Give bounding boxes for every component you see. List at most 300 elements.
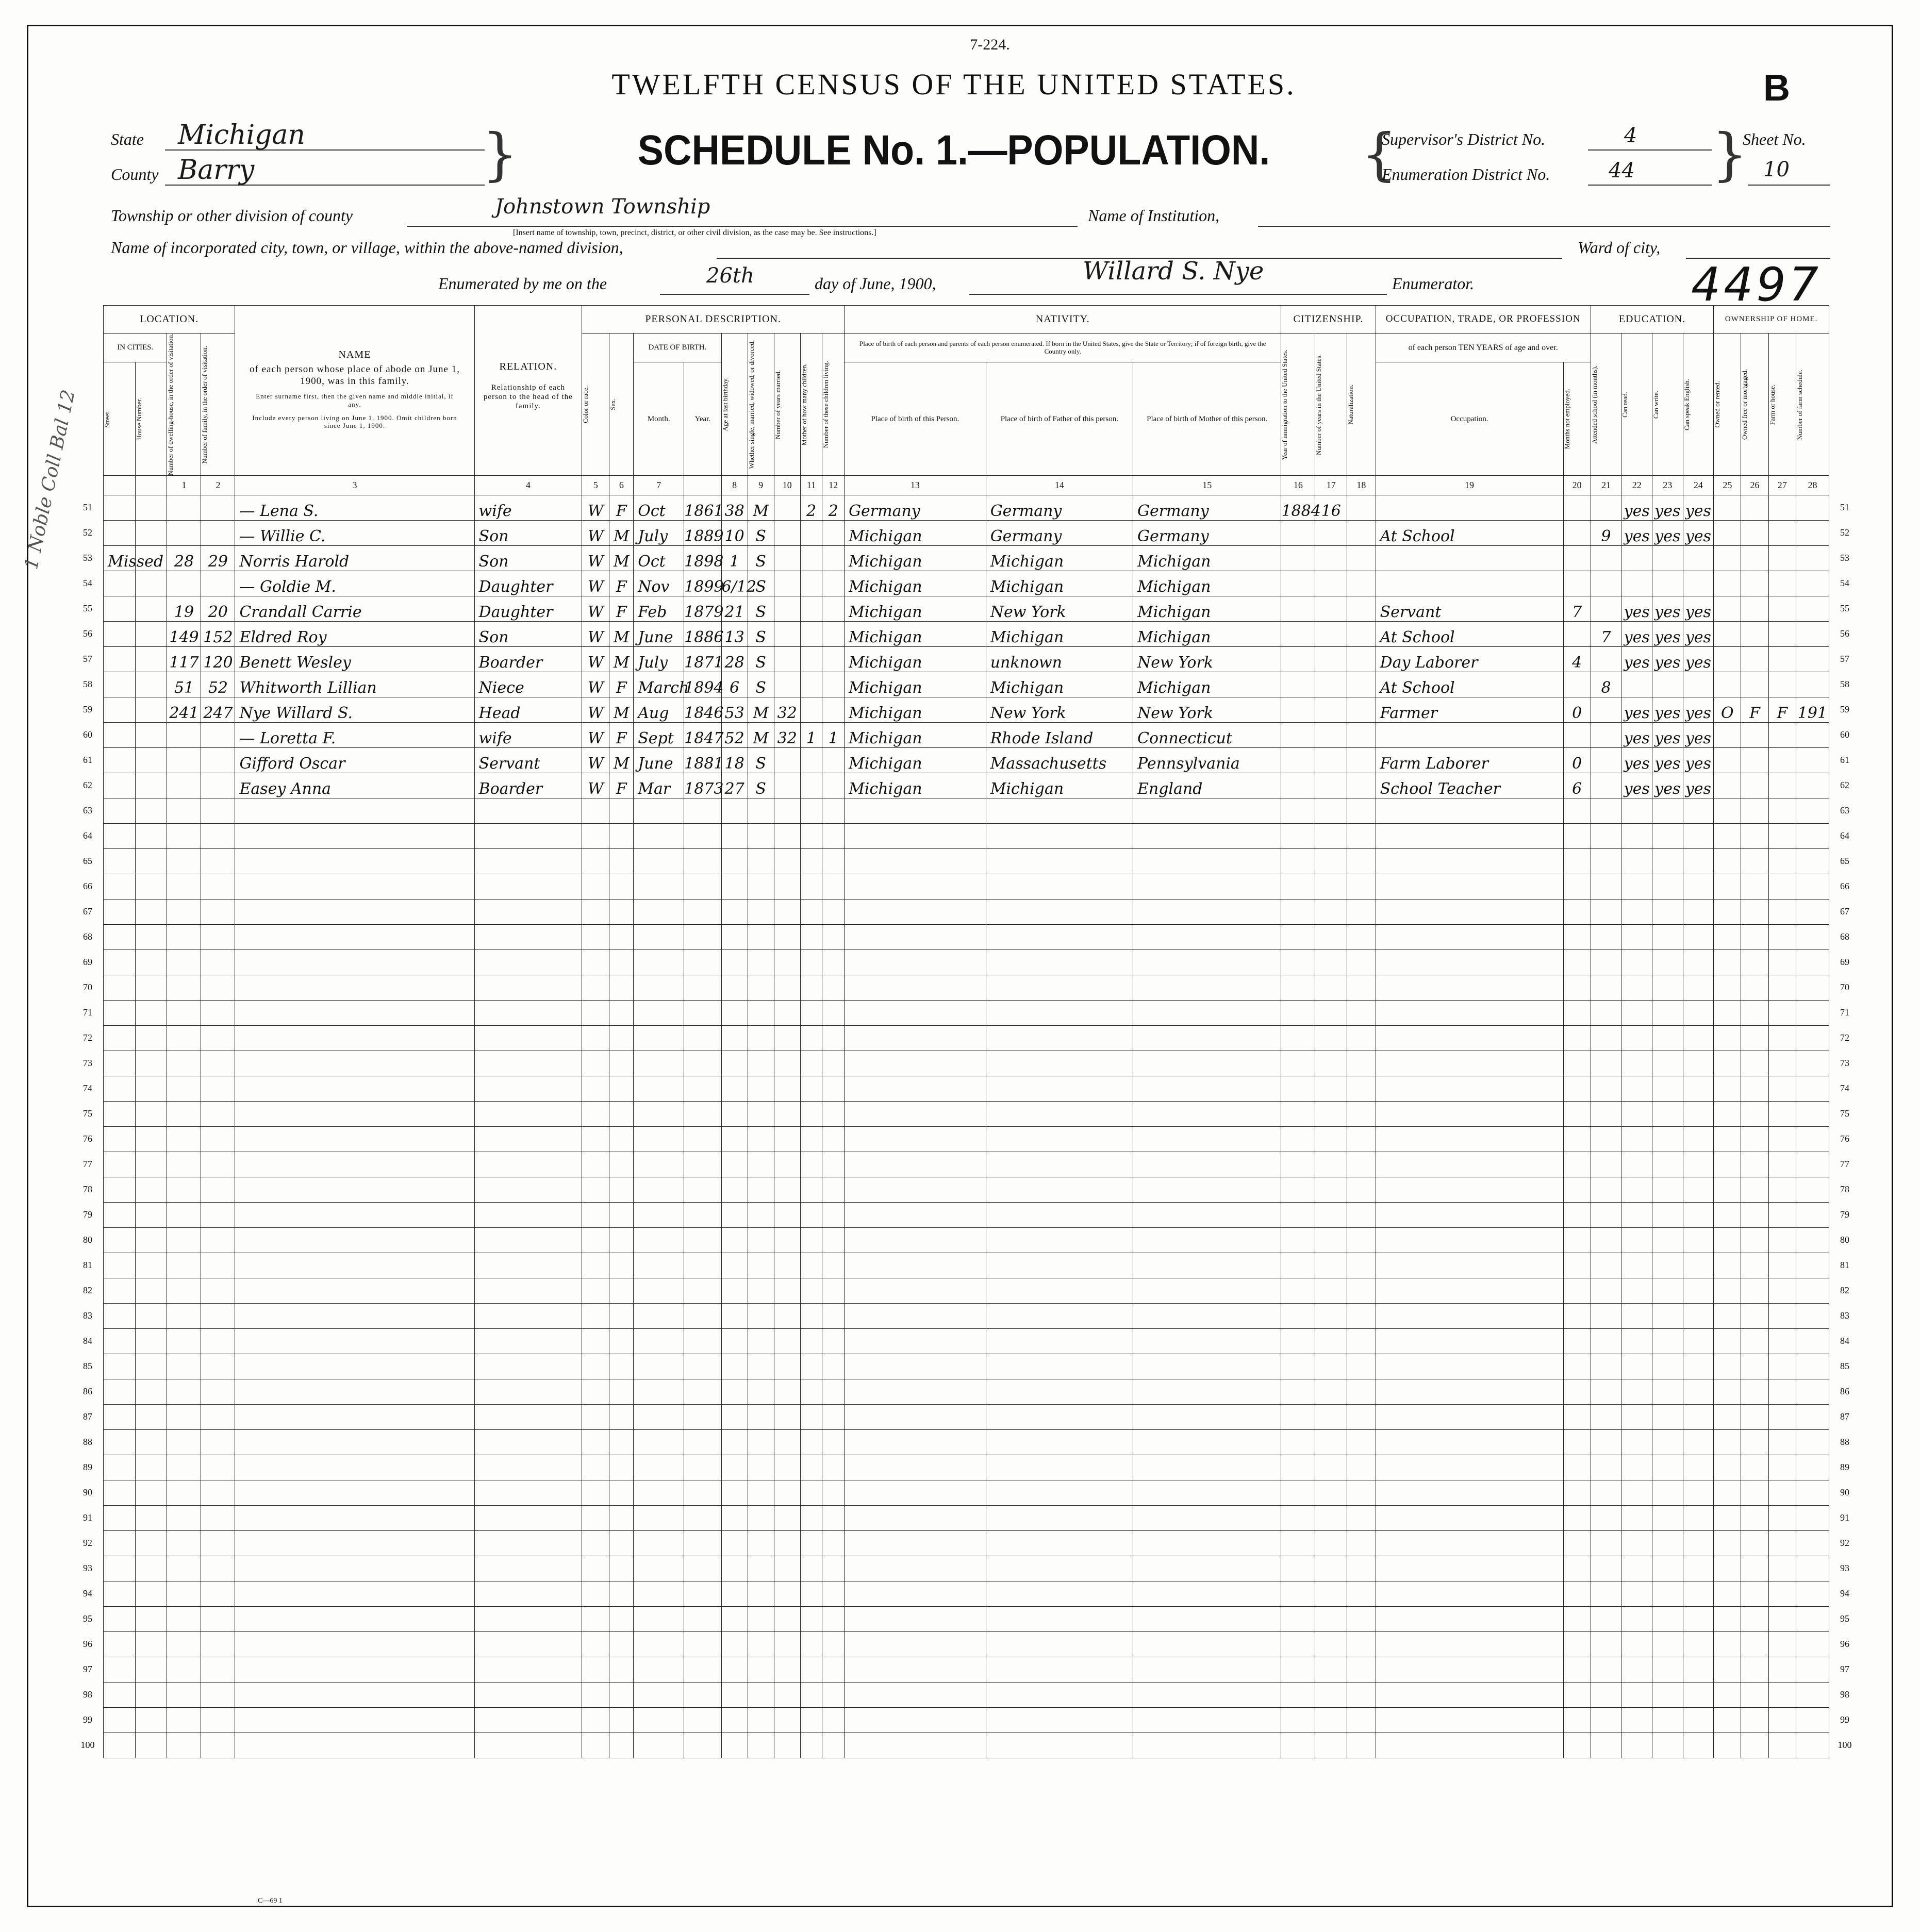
empty-cell	[986, 824, 1133, 849]
empty-cell	[1376, 849, 1563, 874]
empty-cell	[986, 1632, 1133, 1657]
header-owned-text: Owned or rented.	[1713, 381, 1722, 428]
empty-cell	[104, 1379, 136, 1405]
empty-cell	[845, 1480, 986, 1506]
empty-cell	[1347, 1632, 1376, 1657]
empty-row	[104, 1127, 1829, 1152]
cell-children-born: 2	[800, 495, 822, 521]
cell-sex: M	[609, 546, 634, 571]
cell-birth-father: Michigan	[986, 672, 1133, 697]
empty-cell	[201, 1733, 235, 1758]
table-row	[104, 748, 1829, 773]
empty-cell	[1315, 1076, 1347, 1102]
empty-cell	[1768, 1354, 1796, 1379]
empty-cell	[748, 1683, 774, 1708]
cell-age: 6	[721, 672, 748, 697]
empty-cell	[1376, 1506, 1563, 1531]
empty-cell	[201, 1177, 235, 1203]
empty-cell	[748, 1051, 774, 1076]
township-label: Township or other division of county	[111, 206, 353, 225]
empty-cell	[774, 1354, 800, 1379]
cell-read	[1621, 672, 1652, 697]
empty-cell	[721, 798, 748, 824]
empty-cell	[235, 1556, 474, 1581]
line-number-right: 64	[1840, 830, 1849, 841]
empty-cell	[1768, 1531, 1796, 1556]
empty-cell	[1347, 1405, 1376, 1430]
empty-cell	[748, 1304, 774, 1329]
column-number: 12	[822, 476, 845, 495]
empty-cell	[609, 1127, 634, 1152]
empty-cell	[1591, 1278, 1621, 1304]
empty-cell	[800, 1076, 822, 1102]
empty-cell	[1652, 1152, 1683, 1177]
cell-month: July	[634, 647, 684, 672]
empty-cell	[235, 1253, 474, 1278]
cell-family	[201, 773, 235, 798]
empty-cell	[1768, 1051, 1796, 1076]
empty-row	[104, 1102, 1829, 1127]
empty-cell	[201, 1001, 235, 1026]
empty-cell	[135, 1480, 167, 1506]
empty-cell	[1133, 925, 1281, 950]
empty-cell	[1683, 925, 1714, 950]
empty-cell	[1133, 1001, 1281, 1026]
empty-cell	[986, 1203, 1133, 1228]
empty-cell	[684, 900, 721, 925]
empty-cell	[474, 849, 582, 874]
cell-birth-person: Michigan	[845, 521, 986, 546]
cell-children-born	[800, 697, 822, 723]
column-number: 25	[1714, 476, 1741, 495]
empty-cell	[609, 1026, 634, 1051]
empty-cell	[135, 1405, 167, 1430]
cell-school	[1591, 596, 1621, 622]
empty-cell	[845, 1632, 986, 1657]
header-color	[582, 334, 609, 476]
empty-cell	[609, 1632, 634, 1657]
empty-cell	[135, 1531, 167, 1556]
cell-children-born	[800, 571, 822, 596]
table-row	[104, 697, 1829, 723]
empty-cell	[1714, 1152, 1741, 1177]
empty-cell	[1376, 1607, 1563, 1632]
empty-cell	[800, 1001, 822, 1026]
empty-cell	[582, 1051, 609, 1076]
empty-cell	[774, 1405, 800, 1430]
empty-cell	[1621, 950, 1652, 975]
header-relation-group	[474, 306, 582, 476]
cell-english: yes	[1683, 495, 1714, 521]
cell-occupation	[1376, 546, 1563, 571]
empty-cell	[582, 1556, 609, 1581]
sheet-no-line	[1748, 185, 1830, 186]
empty-cell	[845, 1531, 986, 1556]
empty-cell	[1741, 1001, 1768, 1026]
cell-months-unemployed: 7	[1563, 596, 1591, 622]
header-immigration	[1281, 334, 1315, 476]
cell-immigration	[1281, 596, 1315, 622]
cell-months-unemployed	[1563, 521, 1591, 546]
empty-cell	[774, 925, 800, 950]
empty-cell	[201, 1354, 235, 1379]
empty-cell	[235, 900, 474, 925]
empty-cell	[201, 1683, 235, 1708]
empty-cell	[201, 1253, 235, 1278]
empty-cell	[1741, 849, 1768, 874]
cell-free	[1741, 495, 1768, 521]
empty-cell	[1683, 1657, 1714, 1683]
empty-cell	[135, 950, 167, 975]
empty-cell	[474, 1531, 582, 1556]
cell-schedule	[1796, 723, 1829, 748]
empty-cell	[1652, 1455, 1683, 1480]
empty-cell	[1768, 1708, 1796, 1733]
empty-cell	[800, 1455, 822, 1480]
empty-cell	[1376, 950, 1563, 975]
empty-cell	[1652, 1127, 1683, 1152]
state-value: Michigan	[178, 120, 305, 151]
empty-cell	[1376, 1001, 1563, 1026]
empty-cell	[1621, 1607, 1652, 1632]
empty-cell	[748, 1708, 774, 1733]
header-immigration-text: Year of immigration to the United States.	[1281, 349, 1289, 460]
cell-schedule: 191	[1796, 697, 1829, 723]
empty-cell	[474, 824, 582, 849]
empty-cell	[609, 1556, 634, 1581]
cell-relation: Servant	[474, 748, 582, 773]
empty-cell	[748, 1531, 774, 1556]
empty-row	[104, 1152, 1829, 1177]
empty-cell	[1621, 1051, 1652, 1076]
sheet-no-label: Sheet No.	[1743, 130, 1806, 148]
empty-cell	[1796, 1177, 1829, 1203]
empty-cell	[721, 1228, 748, 1253]
empty-cell	[684, 1405, 721, 1430]
cell-children-born	[800, 546, 822, 571]
empty-cell	[1281, 1026, 1315, 1051]
empty-cell	[1133, 1177, 1281, 1203]
cell-english: yes	[1683, 647, 1714, 672]
empty-cell	[634, 849, 684, 874]
line-number-right: 88	[1840, 1437, 1849, 1447]
empty-cell	[167, 824, 201, 849]
cell-school	[1591, 697, 1621, 723]
empty-cell	[1714, 1657, 1741, 1683]
empty-cell	[1347, 1506, 1376, 1531]
empty-cell	[1768, 1278, 1796, 1304]
line-number-right: 73	[1840, 1058, 1849, 1069]
cell-name: — Lena S.	[235, 495, 474, 521]
table-row	[104, 773, 1829, 798]
empty-cell	[1133, 1506, 1281, 1531]
empty-cell	[235, 1102, 474, 1127]
table-row	[104, 622, 1829, 647]
empty-cell	[634, 1152, 684, 1177]
empty-cell	[1683, 1127, 1714, 1152]
cell-immigration	[1281, 622, 1315, 647]
empty-cell	[201, 1379, 235, 1405]
empty-cell	[1796, 950, 1829, 975]
empty-cell	[104, 1203, 136, 1228]
empty-cell	[684, 1379, 721, 1405]
cell-write: yes	[1652, 521, 1683, 546]
cell-house	[135, 748, 167, 773]
empty-cell	[1376, 1708, 1563, 1733]
empty-cell	[986, 1152, 1133, 1177]
line-number-left: 51	[83, 502, 92, 513]
empty-cell	[822, 1556, 845, 1581]
line-number-left: 69	[83, 957, 92, 968]
empty-cell	[1376, 1076, 1563, 1102]
cell-marital: S	[748, 596, 774, 622]
empty-cell	[104, 925, 136, 950]
cell-month: Feb	[634, 596, 684, 622]
empty-cell	[845, 1076, 986, 1102]
empty-cell	[1347, 1076, 1376, 1102]
line-number-left: 63	[83, 805, 92, 816]
cell-children-living: 1	[822, 723, 845, 748]
header-free-text: Owned free or mortgaged.	[1741, 369, 1749, 440]
empty-cell	[845, 1026, 986, 1051]
empty-cell	[1347, 1278, 1376, 1304]
enumerator-name: Willard S. Nye	[1083, 257, 1264, 286]
empty-cell	[1281, 1228, 1315, 1253]
right-brace-close: }	[1712, 121, 1748, 187]
empty-cell	[474, 900, 582, 925]
empty-cell	[582, 1531, 609, 1556]
header-occupation-group	[1376, 306, 1591, 334]
empty-cell	[1714, 1329, 1741, 1354]
empty-cell	[748, 1152, 774, 1177]
empty-cell	[1652, 1379, 1683, 1405]
empty-cell	[1683, 1531, 1714, 1556]
empty-cell	[1768, 1177, 1796, 1203]
cell-house	[135, 773, 167, 798]
empty-cell	[1652, 1001, 1683, 1026]
empty-cell	[1591, 1531, 1621, 1556]
cell-owned	[1714, 672, 1741, 697]
empty-cell	[986, 900, 1133, 925]
empty-cell	[1591, 1354, 1621, 1379]
empty-cell	[104, 950, 136, 975]
empty-cell	[135, 798, 167, 824]
cell-owned	[1714, 521, 1741, 546]
empty-cell	[822, 1102, 845, 1127]
cell-marital: S	[748, 521, 774, 546]
empty-cell	[822, 900, 845, 925]
empty-cell	[167, 1733, 201, 1758]
column-number: 19	[1376, 476, 1563, 495]
line-number-left: 86	[83, 1386, 92, 1397]
empty-cell	[104, 1278, 136, 1304]
empty-cell	[1591, 925, 1621, 950]
empty-cell	[201, 1127, 235, 1152]
empty-cell	[1683, 1455, 1714, 1480]
empty-cell	[1347, 1480, 1376, 1506]
column-number	[135, 476, 167, 495]
empty-cell	[684, 1607, 721, 1632]
header-street	[104, 362, 136, 476]
empty-cell	[1563, 1304, 1591, 1329]
cell-months-unemployed: 0	[1563, 697, 1591, 723]
empty-cell	[1683, 798, 1714, 824]
empty-cell	[235, 1278, 474, 1304]
empty-cell	[1683, 1051, 1714, 1076]
line-number-right: 51	[1840, 502, 1849, 513]
empty-cell	[822, 1001, 845, 1026]
empty-cell	[774, 1480, 800, 1506]
empty-cell	[748, 900, 774, 925]
empty-cell	[582, 975, 609, 1001]
empty-cell	[1281, 975, 1315, 1001]
cell-age: 28	[721, 647, 748, 672]
header-naturalization-text: Naturalization.	[1347, 384, 1355, 425]
empty-cell	[1652, 1581, 1683, 1607]
cell-immigration	[1281, 672, 1315, 697]
empty-cell	[235, 1405, 474, 1430]
empty-cell	[634, 1001, 684, 1026]
empty-cell	[235, 1051, 474, 1076]
empty-cell	[1796, 1581, 1829, 1607]
table-row	[104, 495, 1829, 521]
empty-cell	[1652, 1278, 1683, 1304]
empty-cell	[1347, 1304, 1376, 1329]
empty-cell	[1315, 1405, 1347, 1430]
empty-cell	[800, 1607, 822, 1632]
empty-cell	[748, 1607, 774, 1632]
empty-cell	[1796, 824, 1829, 849]
empty-cell	[167, 1531, 201, 1556]
header-location: LOCATION.	[104, 306, 235, 334]
cell-read: yes	[1621, 748, 1652, 773]
empty-cell	[684, 1683, 721, 1708]
cell-birth-father: Michigan	[986, 773, 1133, 798]
empty-cell	[1714, 1228, 1741, 1253]
empty-cell	[1376, 798, 1563, 824]
empty-cell	[1281, 1001, 1315, 1026]
empty-cell	[1741, 1657, 1768, 1683]
empty-cell	[609, 1531, 634, 1556]
empty-cell	[582, 1177, 609, 1203]
empty-cell	[474, 1556, 582, 1581]
cell-years-married	[774, 647, 800, 672]
empty-cell	[1621, 1556, 1652, 1581]
empty-cell	[135, 1733, 167, 1758]
empty-cell	[845, 1556, 986, 1581]
empty-cell	[201, 1051, 235, 1076]
empty-cell	[986, 1480, 1133, 1506]
cell-owned	[1714, 773, 1741, 798]
cell-house	[135, 495, 167, 521]
cell-age: 10	[721, 521, 748, 546]
cell-year: 1894	[684, 672, 721, 697]
empty-cell	[634, 1480, 684, 1506]
cell-children-living: 2	[822, 495, 845, 521]
empty-cell	[1591, 1051, 1621, 1076]
empty-cell	[167, 1001, 201, 1026]
cell-family: 52	[201, 672, 235, 697]
empty-cell	[1376, 1253, 1563, 1278]
cell-years-married: 32	[774, 723, 800, 748]
empty-cell	[1621, 1329, 1652, 1354]
empty-cell	[1281, 1733, 1315, 1758]
empty-cell	[684, 1102, 721, 1127]
cell-dwelling	[167, 748, 201, 773]
empty-cell	[634, 1076, 684, 1102]
empty-cell	[1563, 874, 1591, 900]
cell-school	[1591, 773, 1621, 798]
empty-cell	[1652, 1506, 1683, 1531]
empty-cell	[1563, 1455, 1591, 1480]
header-sex-text: Sex.	[609, 398, 617, 411]
empty-cell	[684, 849, 721, 874]
empty-cell	[1652, 950, 1683, 975]
empty-cell	[822, 1278, 845, 1304]
empty-cell	[684, 1581, 721, 1607]
empty-cell	[1376, 1304, 1563, 1329]
empty-cell	[1376, 925, 1563, 950]
empty-cell	[201, 1405, 235, 1430]
empty-cell	[1281, 1253, 1315, 1278]
cell-owned	[1714, 622, 1741, 647]
empty-cell	[1714, 1683, 1741, 1708]
empty-cell	[1281, 1683, 1315, 1708]
empty-cell	[1591, 1657, 1621, 1683]
census-table	[103, 305, 1829, 1758]
empty-cell	[634, 900, 684, 925]
empty-cell	[1315, 798, 1347, 824]
empty-cell	[1591, 1076, 1621, 1102]
empty-cell	[822, 1051, 845, 1076]
empty-cell	[1347, 1657, 1376, 1683]
cell-color: W	[582, 773, 609, 798]
empty-cell	[474, 1026, 582, 1051]
empty-cell	[845, 1607, 986, 1632]
cell-sex: F	[609, 596, 634, 622]
cell-free	[1741, 723, 1768, 748]
empty-cell	[1563, 1329, 1591, 1354]
line-number-right: 75	[1840, 1108, 1849, 1119]
empty-cell	[167, 925, 201, 950]
cell-birth-father: Michigan	[986, 622, 1133, 647]
line-number-left: 81	[83, 1260, 92, 1271]
header-years-married-text: Number of years married.	[773, 370, 782, 439]
empty-cell	[845, 1657, 986, 1683]
empty-cell	[684, 1203, 721, 1228]
empty-cell	[1347, 1203, 1376, 1228]
empty-cell	[235, 1228, 474, 1253]
cell-birth-person: Michigan	[845, 672, 986, 697]
empty-cell	[135, 1683, 167, 1708]
empty-cell	[1621, 975, 1652, 1001]
empty-cell	[582, 1354, 609, 1379]
header-marital	[748, 334, 774, 476]
empty-cell	[774, 1581, 800, 1607]
cell-months-unemployed: 0	[1563, 748, 1591, 773]
empty-cell	[845, 1379, 986, 1405]
empty-cell	[1347, 1455, 1376, 1480]
empty-cell	[800, 1430, 822, 1455]
empty-cell	[1741, 1531, 1768, 1556]
header-occupation-desc: of each person TEN YEARS of age and over.	[1376, 334, 1591, 362]
empty-cell	[167, 849, 201, 874]
empty-cell	[1563, 1127, 1591, 1152]
empty-cell	[634, 950, 684, 975]
empty-cell	[774, 1127, 800, 1152]
cell-relation: wife	[474, 495, 582, 521]
empty-cell	[135, 1278, 167, 1304]
